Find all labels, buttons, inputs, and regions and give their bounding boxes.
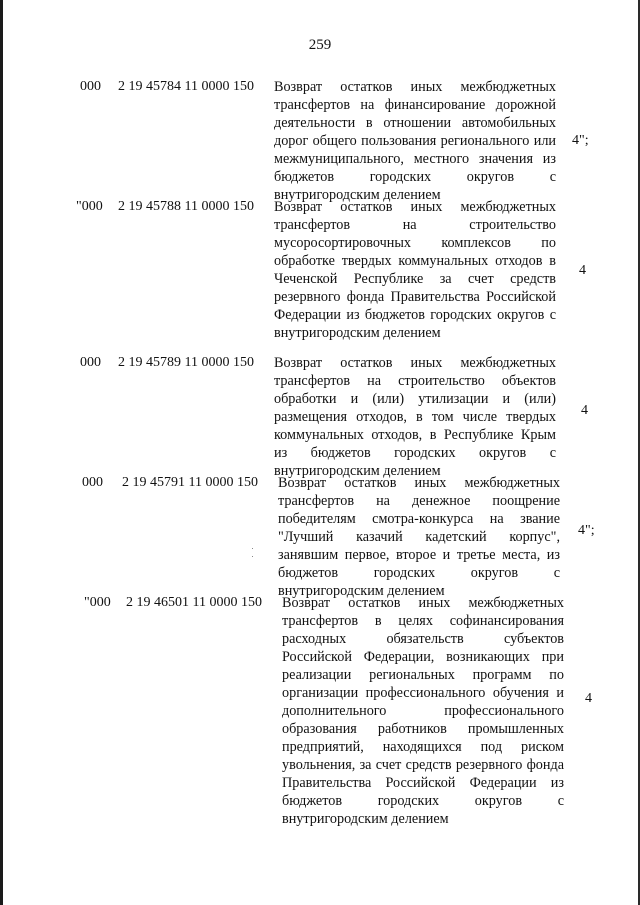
row-amount: 4"; <box>572 133 589 148</box>
scan-speck <box>252 548 253 549</box>
row-prefix: 000 <box>80 355 101 370</box>
row-description: Возврат остатков иных межбюджетных трансфертов на строительство мусоросортировочных комплексов по обработке твердых коммунальных отходов в Чеченской Республике за счет средств резервного фонда Правительства Российской Федерации из бюджетов городских округов с внутригородским делением <box>274 199 556 341</box>
row-amount: 4 <box>585 691 592 706</box>
budget-code: 2 19 45791 11 0000 150 <box>122 475 258 490</box>
row-description: Возврат остатков иных межбюджетных трансфертов на строительство объектов обработки и (или) утилизации и (или) размещения отходов, в том числе твердых коммунальных отходов, в Республике Крым из бюджетов городских округов с внутригородским делением <box>274 355 556 479</box>
row-amount: 4 <box>581 403 588 418</box>
scan-edge-left <box>0 0 3 905</box>
budget-code: 2 19 45784 11 0000 150 <box>118 79 254 94</box>
scan-speck <box>252 556 253 557</box>
budget-code: 2 19 46501 11 0000 150 <box>126 595 262 610</box>
row-prefix: 000 <box>80 79 101 94</box>
row-description: Возврат остатков иных межбюджетных трансфертов на финансирование дорожной деятельности в отношении автомобильных дорог общего пользования регионального или межмуниципального, местного значения из бюджетов городских округов с внутригородским делением <box>274 79 556 203</box>
row-prefix: 000 <box>82 475 103 490</box>
row-description: Возврат остатков иных межбюджетных трансфертов на денежное поощрение победителям смотра-конкурса на звание "Лучший казачий кадетский корпус", занявшим первое, второе и третье места, из бюджетов городских округов с внутригородским делением <box>278 475 560 599</box>
row-description: Возврат остатков иных межбюджетных трансфертов в целях софинансирования расходных обязательств субъектов Российской Федерации, возникающих при реализации региональных программ по организации профессионального обучения и дополнительного профессионального образования работников промышленных предприятий, находящихся под риском увольнения, за счет средств резервного фонда Правительства Российской Федерации из бюджетов городских округов с внутригородским делением <box>282 595 564 827</box>
row-amount: 4"; <box>578 523 595 538</box>
row-amount: 4 <box>579 263 586 278</box>
page-number: 259 <box>308 37 332 53</box>
budget-code: 2 19 45789 11 0000 150 <box>118 355 254 370</box>
row-prefix: "000 <box>76 199 103 214</box>
row-prefix: "000 <box>84 595 111 610</box>
budget-code: 2 19 45788 11 0000 150 <box>118 199 254 214</box>
